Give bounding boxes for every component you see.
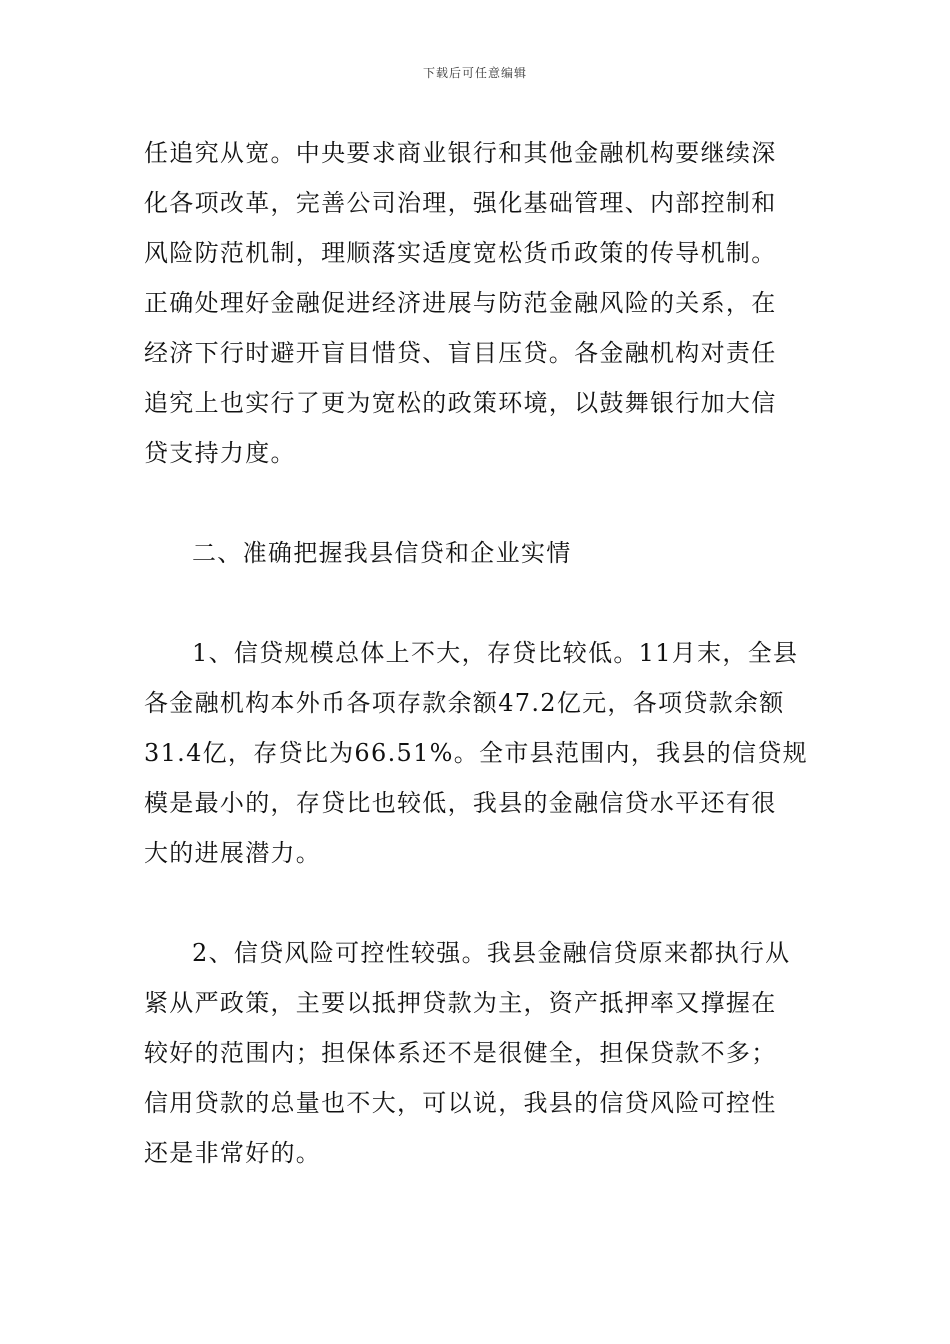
text-line: 正确处理好金融促进经济进展与防范金融风险的关系，在 [144,289,777,317]
text-line: 较好的范围内；担保体系还不是很健全，担保贷款不多； [144,1039,777,1067]
text-line: 经济下行时避开盲目惜贷、盲目压贷。各金融机构对责任 [144,339,777,367]
page-header: 下载后可任意编辑 [422,66,527,80]
text-line: 模是最小的，存贷比也较低，我县的金融信贷水平还有很 [144,789,777,817]
paragraph [144,628,808,878]
section-heading: 二、准确把握我县信贷和企业实情 [192,539,572,567]
text-line: 还是非常好的。 [144,1139,322,1167]
document-body [144,128,808,1178]
text-line: 紧从严政策，主要以抵押贷款为主，资产抵押率又撑握在 [144,989,777,1017]
spacer [144,578,808,628]
spacer [144,478,808,528]
text-line: 风险防范机制，理顺落实适度宽松货币政策的传导机制。 [144,239,777,267]
text-line: 31.4亿，存贷比为66.51%。全市县范围内，我县的信贷规 [144,739,808,767]
text-line: 大的进展潜力。 [144,839,322,867]
text-line: 贷支持力度。 [144,439,296,467]
text-line: 信用贷款的总量也不大，可以说，我县的信贷风险可控性 [144,1089,777,1117]
text-line: 2、信贷风险可控性较强。我县金融信贷原来都执行从 [192,939,791,967]
paragraph [144,928,808,1178]
text-line: 1、信贷规模总体上不大，存贷比较低。11月末，全县 [192,639,799,667]
paragraph [144,128,808,478]
text-line: 任追究从宽。中央要求商业银行和其他金融机构要继续深 [144,139,777,167]
text-line: 追究上也实行了更为宽松的政策环境，以鼓舞银行加大信 [144,389,777,417]
spacer [144,878,808,928]
text-line: 各金融机构本外币各项存款余额47.2亿元，各项贷款余额 [144,689,785,717]
text-line: 化各项改革，完善公司治理，强化基础管理、内部控制和 [144,189,777,217]
